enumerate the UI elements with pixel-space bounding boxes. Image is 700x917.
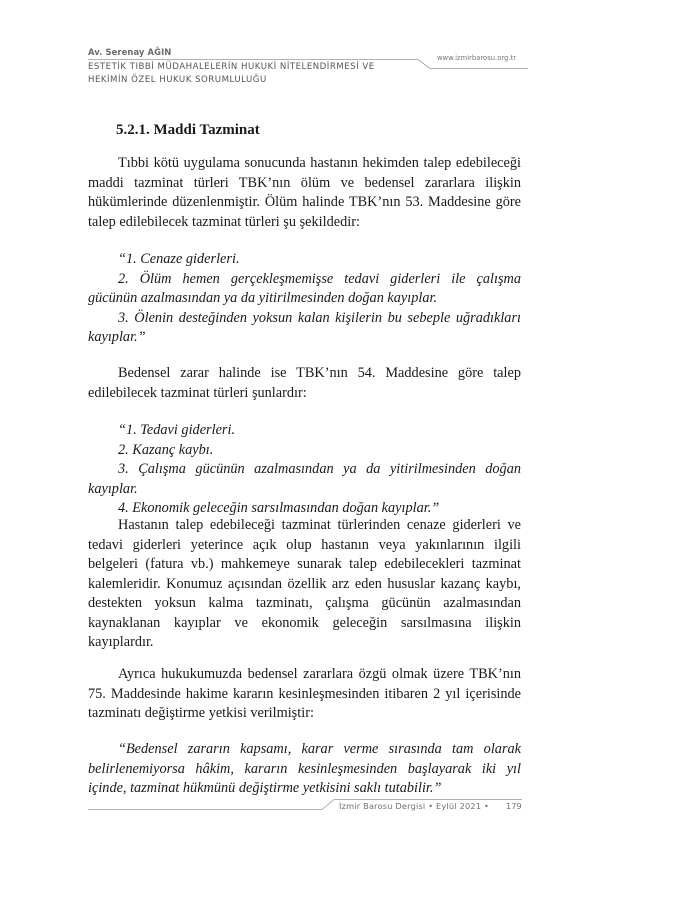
article-title-line-2: HEKİMİN ÖZEL HUKUK SORUMLULUĞU	[88, 75, 267, 85]
quote-item: 3. Ölenin desteğinden yoksun kalan kişilerin bu sebeple uğradıkları kayıplar.”	[88, 309, 521, 345]
quote-item: 2. Ölüm hemen gerçekleşmemişse tedavi giderleri ile çalışma gücünün azalmasından ya da yitirilmesinden doğan kayıplar.	[88, 270, 521, 306]
quote-article-75	[88, 740, 521, 799]
page-number: 179	[506, 801, 522, 811]
article-title-line-1: ESTETİK TIBBİ MÜDAHALELERİN HUKUKİ NİTELENDİRMESİ VE	[88, 62, 375, 72]
quote-item: 3. Çalışma gücünün azalmasından ya da yitirilmesinden doğan kayıplar.	[88, 461, 521, 497]
quote-item: “1. Cenaze giderleri.	[118, 251, 240, 267]
quote-item: 4. Ekonomik geleceğin sarsılmasından doğan kayıplar.”	[118, 500, 440, 516]
quote-item: “1. Tedavi giderleri.	[118, 422, 236, 438]
paragraph-intro: Tıbbi kötü uygulama sonucunda hastanın hekimden talep edebileceği maddi tazminat türleri TBK’nın ölüm ve bedensel zararlara ilişkin hükümlerinde düzenlenmiştir. Ölüm halinde TBK’nın 53. Maddesine göre talep edilebilecek tazminat türleri şu şekildedir:	[88, 155, 521, 230]
paragraph-bodily-harm: Bedensel zarar halinde ise TBK’nın 54. Maddesine göre talep edilebilecek tazminat türleri şunlardır:	[88, 365, 521, 401]
quote-item: 2. Kazanç kaybı.	[118, 441, 214, 458]
quote-death-compensation	[88, 250, 521, 348]
website-url: www.izmirbarosu.org.tr	[436, 54, 516, 62]
quote-bodily-compensation	[88, 421, 521, 519]
section-heading: 5.2.1. Maddi Tazminat	[116, 122, 260, 138]
journal-footer: İzmir Barosu Dergisi • Eylül 2021 •	[339, 801, 490, 811]
article-title	[88, 61, 375, 87]
author-name: Av. Serenay AĞIN	[88, 47, 172, 57]
paragraph-article-75: Ayrıca hukukumuzda bedensel zararlara özgü olmak üzere TBK’nın 75. Maddesinde hakime kararın kesinleşmesinden itibaren 2 yıl içerisinde tazminatı değiştirme yetkisi verilmiştir:	[88, 666, 521, 721]
quote-text: “Bedensel zararın kapsamı, karar verme sırasında tam olarak belirlenemiyorsa hâkim, kararın kesinleşmesinden başlayarak iki yıl içinde, tazminat hükmünü değiştirme yetkisini saklı tutabilir.”	[88, 741, 521, 796]
paragraph-compensation-types: Hastanın talep edebileceği tazminat türlerinden cenaze giderleri ve tedavi giderleri yeterince açık olup hastanın veya yakınlarının ilgili belgeleri (fatura vb.) mahkemeye sunarak talep edebilecekleri tazminat kalemleridir. Konumuz açısından özellik arz eden hususlar kazanç kaybı, destekten yoksun kalma tazminatı, çalışma gücünün azalmasından kaynaklanan kayıplar ve ekonomik geleceğin sarsılmasına ilişkin kayıplardır.	[88, 517, 521, 650]
